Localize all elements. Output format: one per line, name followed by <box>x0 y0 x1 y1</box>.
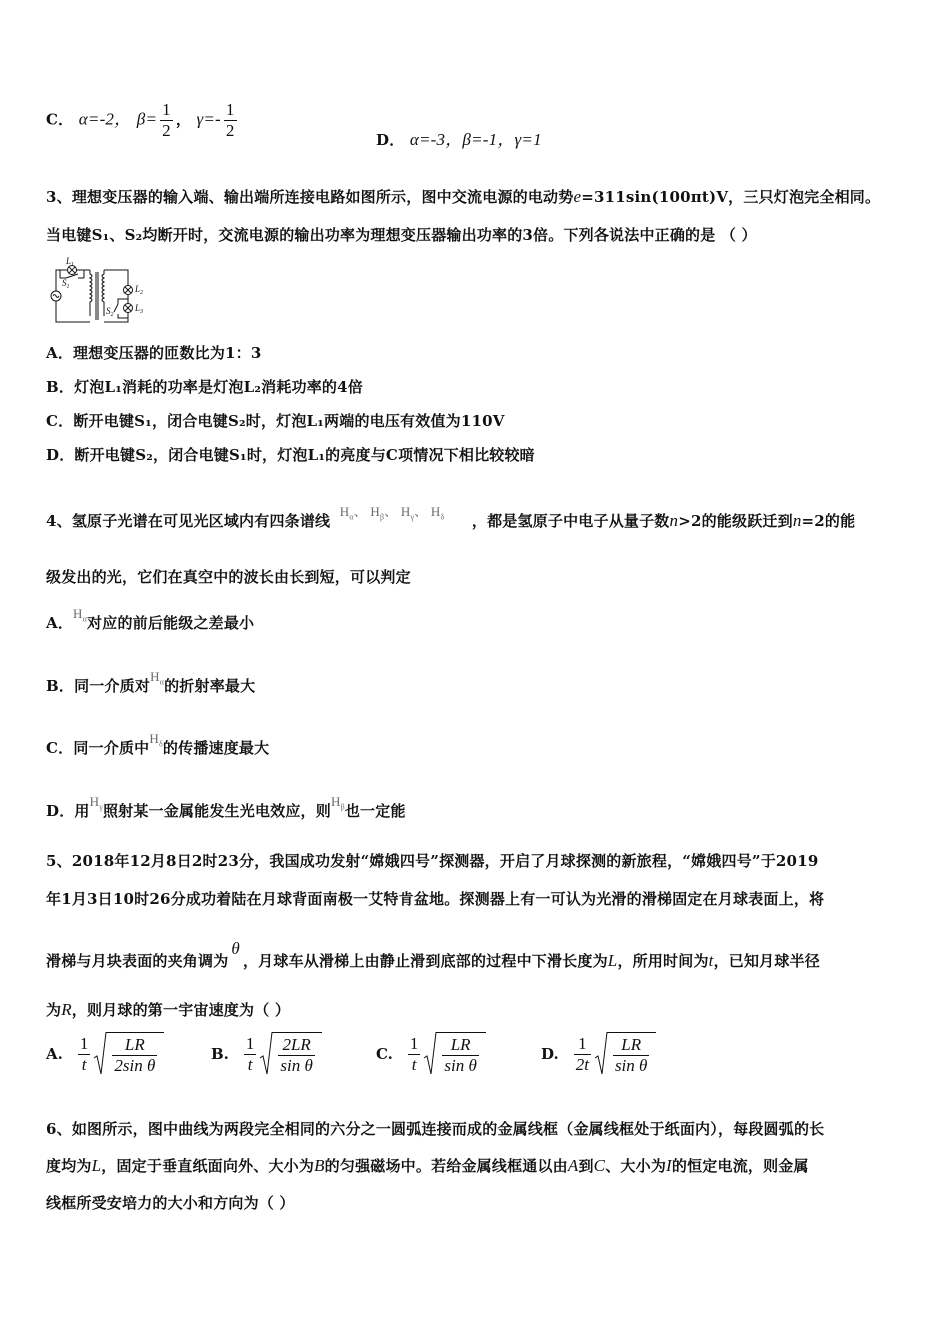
q5-line-3: 滑梯与月块表面的夹角调为θ，月球车从滑梯上由静止滑到底部的过程中下滑长度为L，所用时间为t，已知月球半径 <box>46 939 820 970</box>
q6-line-2: 度均为L，固定于垂直纸面向外、大小为B的匀强磁场中。若给金属线框通以由A到C、大小为I的恒定电流，则金属 <box>46 1156 809 1175</box>
h-delta-symbol: $H_\delta$ <box>149 731 163 749</box>
q5-option-a: A. $\frac{1}{t}$ $\frac{LR}{\text{2sin θ}}$ <box>46 1032 164 1076</box>
q4-line-2: 级发出的光，它们在真空中的波长由长到短，可以判定 <box>46 568 411 586</box>
q5-option-d: D. $\frac{1}{2t}$ $\frac{LR}{\text{sin θ}}$ <box>541 1032 656 1076</box>
label-L1: $L_1$ <box>66 256 75 268</box>
q3-option-c: C．断开电键S₁，闭合电键S₂时，灯泡L₁两端的电压有效值为110V <box>46 412 505 430</box>
q3-line-1 <box>46 186 880 207</box>
option-c-beta-prefix: β= <box>136 109 158 129</box>
sqrt-c: $\frac{LR}{\text{sin θ}}$ <box>423 1032 485 1076</box>
q4-option-b: B．同一介质对$H_\alpha$的折射率最大 <box>46 669 256 695</box>
q4-text-a: 4、氢原子光谱在可见光区域内有四条谱线 <box>46 512 331 530</box>
q3-option-d: D．断开电键S₂，闭合电键S₁时，灯泡L₁的亮度与C项情况下相比较较暗 <box>46 446 535 464</box>
label-L3: $L_3$ <box>135 303 144 315</box>
q5-option-c: C. $\frac{1}{t}$ $\frac{LR}{\text{sin θ}}$ <box>376 1032 486 1076</box>
time-symbol: t <box>708 951 714 970</box>
option-c-gamma-fraction: $\frac{1}{2}$ <box>225 100 235 140</box>
q6-length-symbol: L <box>91 1156 102 1175</box>
q4-text-c: >2的能级跃迁到 <box>678 512 793 530</box>
q3-line-2: 当电键S₁、S₂均断开时，交流电源的输出功率为理想变压器输出功率的3倍。下列各说法中正确的是 （ ） <box>46 226 757 244</box>
q4-text-d: =2的能 <box>801 512 856 530</box>
prev-option-c <box>46 100 240 141</box>
h-alpha-symbol-b: $H_\alpha$ <box>150 669 165 687</box>
option-c-label: C． <box>46 110 74 129</box>
sqrt-b: $\frac{2LR}{\text{sin θ}}$ <box>259 1032 321 1076</box>
q6-line-1: 6、如图所示，图中曲线为两段完全相同的六分之一圆弧连接而成的金属线框（金属线框处于纸面内），每段圆弧的长 <box>46 1120 825 1138</box>
prev-option-d <box>376 125 542 150</box>
q4-option-c: C．同一介质中$H_\delta$的传播速度最大 <box>46 731 270 757</box>
q4-spectral-lines: $H_\alpha$、 $H_\beta$、 $H_\gamma$、 $H_\delta$ <box>339 504 445 522</box>
radius-symbol: R <box>61 1000 72 1019</box>
sqrt-a: $\frac{LR}{\text{2sin θ}}$ <box>93 1032 164 1076</box>
h-alpha-symbol: $H_\alpha$ <box>73 606 88 624</box>
label-L2: $L_2$ <box>135 284 144 296</box>
q4-text-b: ，都是氢原子中电子从量子数 <box>471 512 670 530</box>
option-c-alpha: α=-2， <box>78 109 132 129</box>
q5-option-b: B. $\frac{1}{t}$ $\frac{2LR}{\text{sin θ}}$ <box>211 1032 322 1076</box>
length-symbol: L <box>607 951 618 970</box>
q6-current-symbol: I <box>666 1156 672 1175</box>
option-c-beta-fraction: $\frac{1}{2}$ <box>162 100 171 140</box>
label-S1: $S_1$ <box>62 278 70 290</box>
h-beta-symbol: $H_\beta$ <box>330 794 345 812</box>
transformer-circuit-diagram <box>46 256 158 326</box>
q3-option-b: B．灯泡L₁消耗的功率是灯泡L₂消耗功率的4倍 <box>46 378 363 396</box>
q4-n-symbol-2: n <box>792 511 802 530</box>
q3-emf-symbol: e <box>573 187 582 206</box>
q3-text-c: =311sin(100πt)V，三只灯泡完全相同。 <box>581 188 881 206</box>
q4-line-1 <box>46 504 856 532</box>
sqrt-d: $\frac{LR}{\text{sin θ}}$ <box>594 1032 656 1076</box>
h-gamma-symbol: $H_\gamma$ <box>89 794 103 812</box>
q6-point-a: A <box>567 1156 579 1175</box>
q5-line-2: 年1月3日10时26分成功着陆在月球背面南极一艾特肯盆地。探测器上有一可认为光滑的滑梯固定在月球表面上，将 <box>46 890 825 908</box>
q4-option-d: D．用$H_\gamma$照射某一金属能发生光电效应，则$H_\beta$也一定能 <box>46 794 406 820</box>
q3-text-a: 3、理想变压器的输入端、输出端所连接电路如图所示，图中交流电源的电动势 <box>46 188 574 206</box>
option-c-separator: ， <box>175 110 192 129</box>
q5-line-4: 为R，则月球的第一宇宙速度为（ ） <box>46 1000 291 1019</box>
q6-point-c: C <box>593 1156 606 1175</box>
option-d-text: α=-3，β=-1，γ=1 <box>409 130 542 149</box>
theta-symbol: θ <box>231 939 240 958</box>
q3-option-a: A．理想变压器的匝数比为1：3 <box>46 344 262 362</box>
q4-option-a: A．$H_\alpha$对应的前后能级之差最小 <box>46 606 255 632</box>
option-c-gamma-prefix: γ=- <box>196 109 221 129</box>
label-S2: $S_2$ <box>106 306 114 318</box>
q4-n-symbol: n <box>669 511 679 530</box>
option-d-label: D． <box>376 131 405 149</box>
q6-line-3: 线框所受安培力的大小和方向为（ ） <box>46 1194 295 1212</box>
q5-options-row <box>46 1032 906 1092</box>
q6-field-symbol: B <box>314 1156 325 1175</box>
q5-line-1: 5、2018年12月8日2时23分，我国成功发射“嫦娥四号”探测器，开启了月球探测的新旅程，“嫦娥四号”于2019 <box>46 852 819 870</box>
